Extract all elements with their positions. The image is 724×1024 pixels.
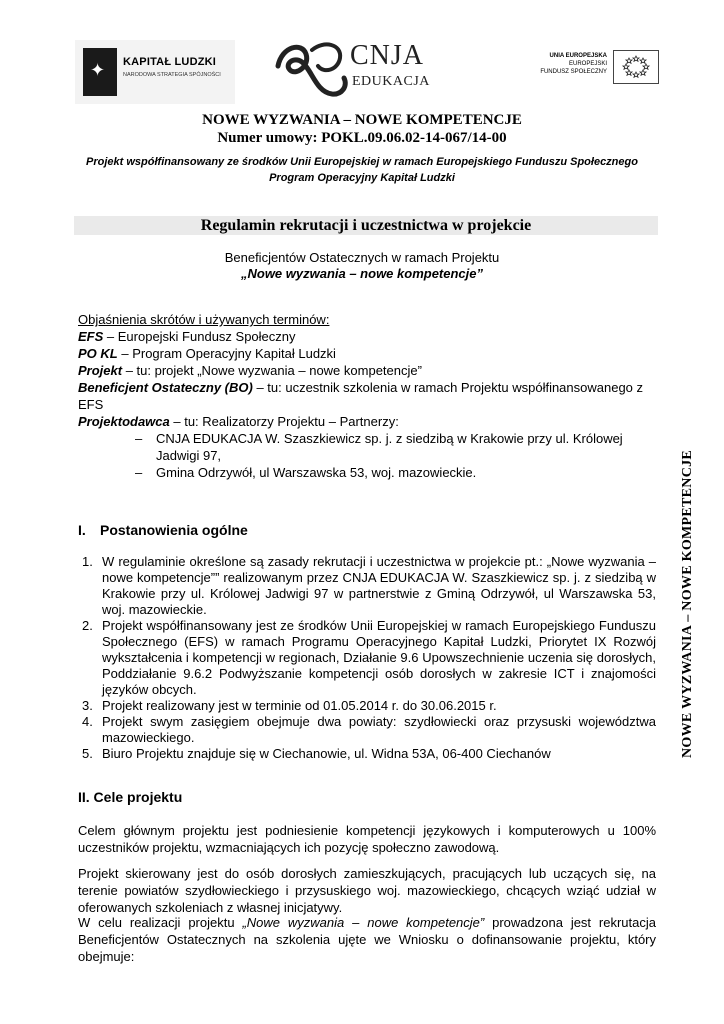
cnja-logo xyxy=(272,36,462,106)
abbreviation-projekt xyxy=(78,362,660,379)
contract-number: Numer umowy: POKL.09.06.02-14-067/14-00 xyxy=(217,130,507,146)
abbreviation-definition: – tu: uczestnik szkolenia w ramach Projektu współfinansowanego z EFS xyxy=(78,380,644,412)
kapital-ludzki-title: KAPITAŁ LUDZKI xyxy=(123,56,217,68)
list-number: 5. xyxy=(82,746,93,761)
partner-item xyxy=(78,430,660,464)
side-project-label: NOWE WYZWANIA – NOWE KOMPETENCJE xyxy=(680,449,695,758)
dash-bullet: – xyxy=(135,465,143,480)
section-1-heading xyxy=(78,522,248,538)
section-1-list xyxy=(78,554,656,762)
abbreviation-projektodawca xyxy=(78,413,660,430)
regulation-subtitle: Beneficjentów Ostatecznych w ramach Projektu xyxy=(224,250,500,265)
eu-logo xyxy=(515,48,661,88)
cnja-swirl-icon xyxy=(272,36,352,106)
abbreviations-block xyxy=(78,311,660,481)
paragraph-text: prowadzona jest rekrutacja Beneficjentów Ostatecznych na szkolenia ujęte we Wniosku o dofinansowanie projektu, który obejmuje: xyxy=(78,915,656,964)
partner-text: Gmina Odrzywół, ul Warszawska 53, woj. mazowieckie. xyxy=(156,465,477,480)
abbreviation-definition: – Program Operacyjny Kapitał Ludzki xyxy=(117,346,336,361)
list-text: Projekt współfinansowany jest ze środków Unii Europejskiej w ramach Europejskiego Funduszu Społecznego (EFS) w ramach Programu Operacyjnego Kapitał Ludzki, Priorytet IX Rozwój wykształcenia i kompetencji w regionach, Działanie 9.6 Upowszechnienie uczenia się dorosłych, Poddziałanie 9.6.2 Podwyższanie kompetencji osób dorosłych w zakresie ICT i znajomości języków obcych. xyxy=(102,618,656,697)
abbreviation-term: EFS xyxy=(78,329,104,344)
list-number: 1. xyxy=(82,554,93,569)
list-number: 2. xyxy=(82,618,93,633)
list-text: W regulaminie określone są zasady rekrutacji i uczestnictwa w projekcie pt.: „Nowe wyzwania – nowe kompetencje”” realizowanym przez CNJA EDUKACJA W. Szaszkiewicz sp. j. z siedzibą w Krakowie przy ul. Królowej Jadwigi 97 w partnerstwie z Gminą Odrzywół, ul Warszawska 53, woj. mazowieckie. xyxy=(102,554,656,617)
kapital-ludzki-logo xyxy=(75,40,237,106)
section-1-number: I. xyxy=(78,522,86,538)
abbreviation-definition: – tu: projekt „Nowe wyzwania – nowe kompetencje” xyxy=(122,363,422,378)
kapital-ludzki-emblem-icon: ✦ xyxy=(83,48,117,96)
cnja-title: CNJA xyxy=(350,40,425,71)
abbreviation-efs xyxy=(78,328,660,345)
abbreviation-definition: – tu: Realizatorzy Projektu – Partnerzy: xyxy=(169,414,399,429)
partner-item xyxy=(78,464,660,481)
list-text: Biuro Projektu znajduje się w Ciechanowie, ul. Widna 53A, 06-400 Ciechanów xyxy=(102,746,551,761)
list-item xyxy=(78,554,656,618)
abbreviation-definition: – Europejski Fundusz Społeczny xyxy=(103,329,296,344)
abbreviations-heading: Objaśnienia skrótów i używanych terminów: xyxy=(78,312,330,327)
partners-list xyxy=(78,430,660,481)
cnja-subtitle: EDUKACJA xyxy=(352,74,430,89)
list-text: Projekt swym zasięgiem obejmuje dwa powiaty: szydłowiecki oraz przysuski województwa mazowieckiego. xyxy=(102,714,656,745)
paragraph-text: W celu realizacji projektu xyxy=(78,915,243,930)
eu-stars-icon xyxy=(614,51,658,83)
abbreviation-beneficjent xyxy=(78,379,660,413)
abbreviation-term: Beneficjent Ostateczny (BO) xyxy=(78,380,253,395)
section-2-heading: II. Cele projektu xyxy=(78,789,183,805)
abbreviation-term: Projektodawca xyxy=(78,414,170,429)
section-2-paragraph-2: Projekt skierowany jest do osób dorosłych zamieszkujących, pracujących lub uczących się, na terenie powiatów szydłowieckiego i przysuskiego woj. mazowieckiego, chcących wziąć udział w oferowanych szkoleniach z własnej inicjatywy. xyxy=(78,866,656,915)
eu-line-2: EUROPEJSKI xyxy=(568,61,607,67)
eu-line-1: UNIA EUROPEJSKA xyxy=(549,53,607,59)
list-item xyxy=(78,746,656,762)
list-item xyxy=(78,698,656,714)
abbreviation-pokl xyxy=(78,345,660,362)
kapital-ludzki-subtitle: NARODOWA STRATEGIA SPÓJNOŚCI xyxy=(123,72,221,78)
cofinance-line-2: Program Operacyjny Kapitał Ludzki xyxy=(269,172,455,184)
eu-flag-icon xyxy=(613,50,659,84)
section-2-paragraph-3 xyxy=(78,914,656,965)
project-name-heading: NOWE WYZWANIA – NOWE KOMPETENCJE xyxy=(202,112,522,128)
cofinance-line-1: Projekt współfinansowany ze środków Unii Europejskiej w ramach Europejskiego Funduszu Społecznego xyxy=(86,156,638,168)
list-text: Projekt realizowany jest w terminie od 01.05.2014 r. do 30.06.2015 r. xyxy=(102,698,497,713)
list-item xyxy=(78,714,656,746)
section-2-paragraph-1: Celem głównym projektu jest podniesienie kompetencji językowych i komputerowych u 100% uczestników projektu, wzmacniających ich pozycję społeczno zawodową. xyxy=(78,823,656,855)
list-number: 3. xyxy=(82,698,93,713)
regulation-project-quote: „Nowe wyzwania – nowe kompetencje” xyxy=(240,266,483,281)
list-item xyxy=(78,618,656,698)
project-title-italic: „Nowe wyzwania – nowe kompetencje” xyxy=(242,915,485,930)
eu-line-3: FUNDUSZ SPOŁECZNY xyxy=(540,69,607,75)
abbreviation-term: PO KL xyxy=(78,346,118,361)
dash-bullet: – xyxy=(135,431,143,446)
regulation-title: Regulamin rekrutacji i uczestnictwa w projekcie xyxy=(74,216,658,235)
list-number: 4. xyxy=(82,714,93,729)
eu-logo-text xyxy=(540,52,607,76)
partner-text: CNJA EDUKACJA W. Szaszkiewicz sp. j. z siedzibą w Krakowie przy ul. Królowej Jadwigi 97, xyxy=(156,431,623,463)
section-1-title: Postanowienia ogólne xyxy=(100,522,248,538)
cofinance-note xyxy=(0,154,724,186)
abbreviation-term: Projekt xyxy=(78,363,123,378)
